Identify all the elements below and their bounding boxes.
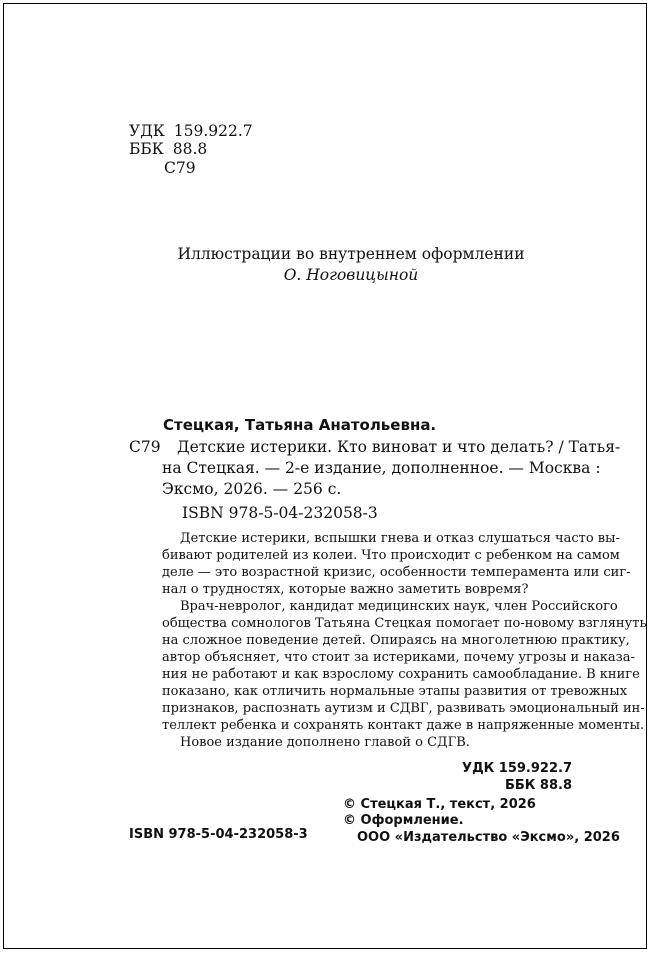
author-heading: Стецкая, Татьяна Анатольевна. <box>163 416 437 434</box>
copyright-line1: © Стецкая Т., текст, 2026 <box>343 797 536 812</box>
udc-value: 159.922.7 <box>173 122 253 140</box>
illustrations-line1: Иллюстрации во внутреннем оформлении <box>177 245 525 263</box>
annotation-line-7: на сложное поведение детей. Опираясь на многолетнюю практику, <box>162 633 630 648</box>
bib-line-3: Эксмо, 2026. — 256 с. <box>162 480 342 498</box>
bib-sign: С79 <box>129 438 161 456</box>
annotation-line-5: Врач-невролог, кандидат медицинских наук, член Российского <box>180 599 618 614</box>
annotation-line-2: бивают родителей из колеи. Что происходит с ребенком на самом <box>162 548 620 563</box>
bbk-value: 88.8 <box>172 140 208 158</box>
annotation-line-8: автор объясняет, что стоит за истериками, почему угрозы и наказа- <box>162 650 635 665</box>
illustrations-line2: О. Ноговицыной <box>283 266 419 284</box>
bbk-label: ББК <box>129 140 164 158</box>
isbn-main: ISBN 978-5-04-232058-3 <box>182 504 378 522</box>
bbk-right: ББК 88.8 <box>504 778 572 793</box>
annotation-line-11: признаков, распознать аутизм и СДВГ, развивать эмоциональный ин- <box>162 701 645 716</box>
copyright-line2: © Оформление. <box>343 813 464 828</box>
annotation-line-3: деле — это возрастной кризис, особенности темперамента или сиг- <box>162 565 631 580</box>
annotation-line-12: теллект ребенка и сохранять контакт даже в напряженные моменты. <box>162 718 645 733</box>
copyright-line3: ООО «Издательство «Эксмо», 2026 <box>357 830 620 845</box>
annotation-line-6: общества сомнологов Татьяна Стецкая помогает по-новому взглянуть <box>162 616 647 631</box>
annotation-line-13: Новое издание дополнено главой о СДГВ. <box>180 735 470 750</box>
bib-line-1: Детские истерики. Кто виноват и что делать? / Татья- <box>177 438 621 456</box>
bib-line-2: на Стецкая. — 2-е издание, дополненное. — Москва : <box>162 459 601 477</box>
isbn-bottom: ISBN 978-5-04-232058-3 <box>129 827 308 842</box>
author-sign: С79 <box>164 159 196 177</box>
udc-right: УДК 159.922.7 <box>462 761 572 776</box>
udc-label: УДК <box>129 122 165 140</box>
annotation-line-10: показано, как отличить нормальные этапы развития от тревожных <box>162 684 628 699</box>
annotation-line-9: ния не работают и как взрослому сохранить самообладание. В книге <box>162 667 640 682</box>
annotation-line-4: нал о трудностях, которые важно заметить вовремя? <box>162 582 529 597</box>
bbk-line <box>129 139 207 160</box>
annotation-line-1: Детские истерики, вспышки гнева и отказ слушаться часто вы- <box>180 531 620 546</box>
